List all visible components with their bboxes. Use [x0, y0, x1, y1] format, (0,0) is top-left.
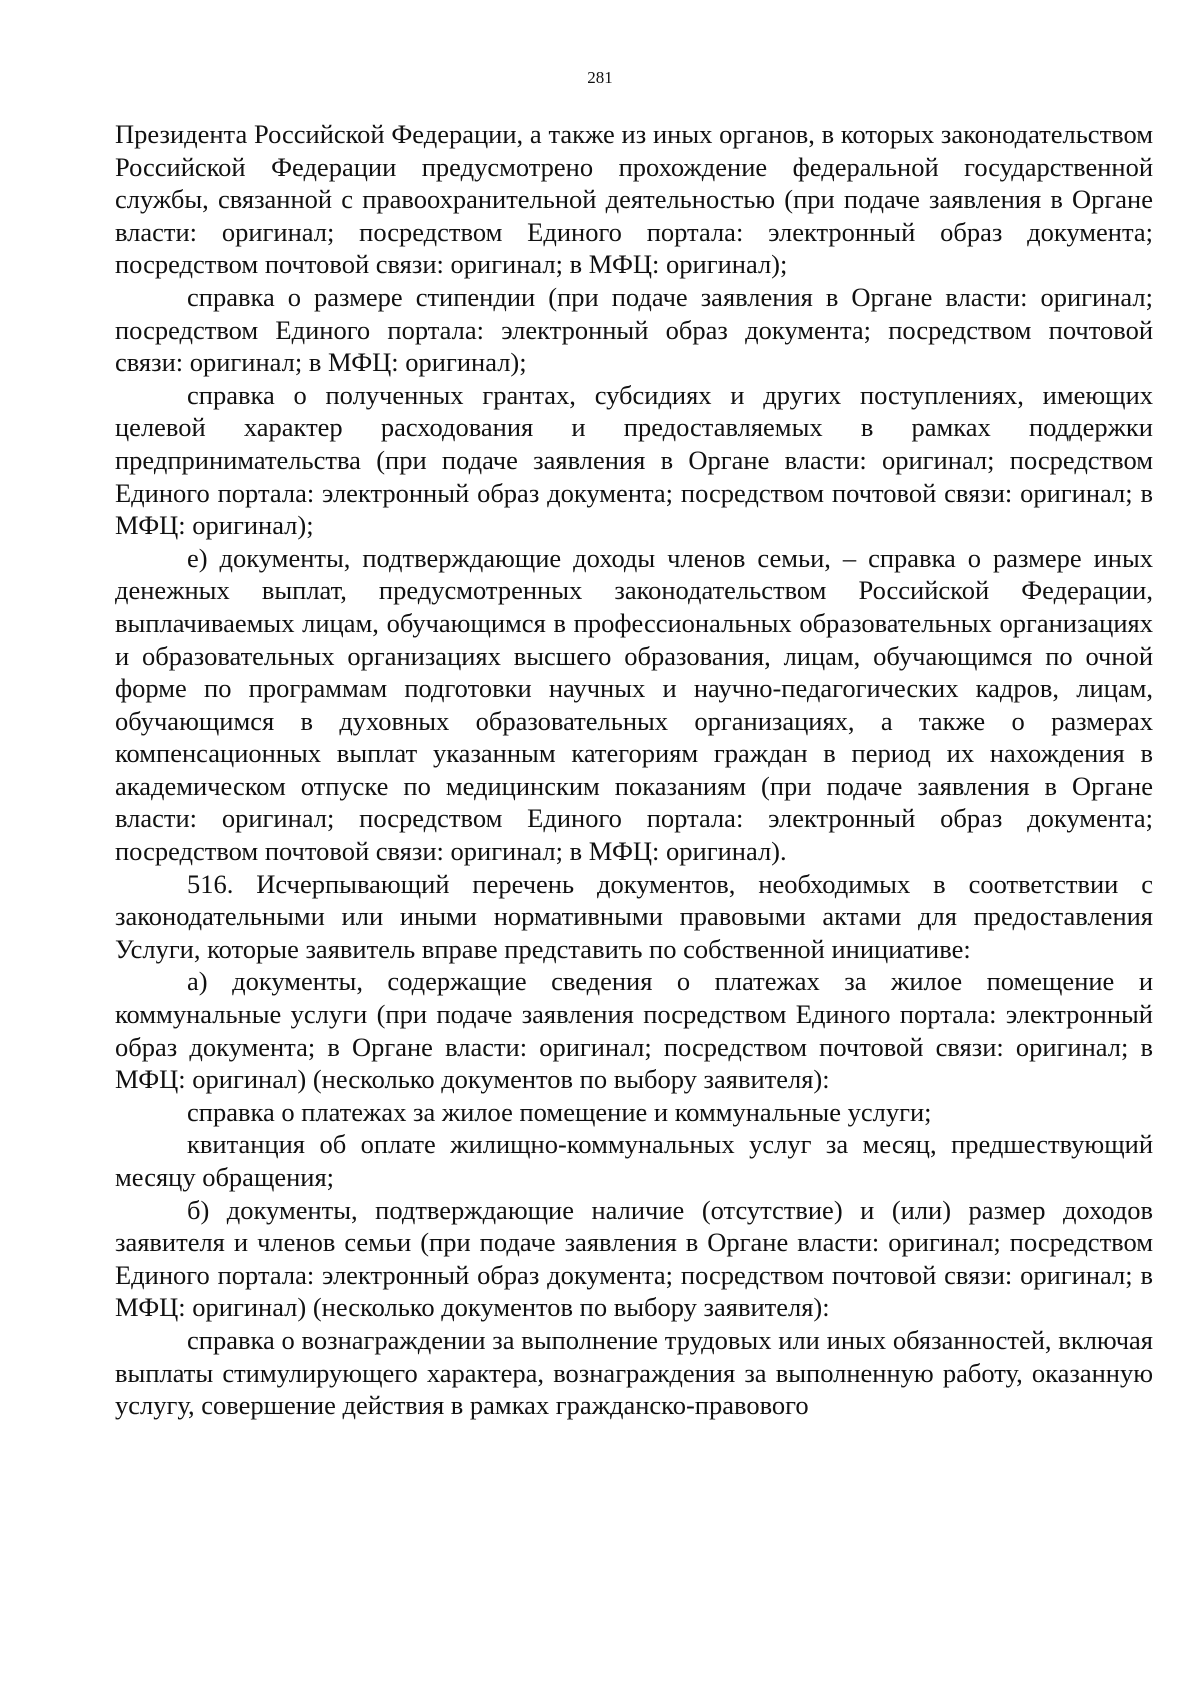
paragraph-stipend-certificate: справка о размере стипендии (при подаче заявления в Органе власти: оригинал; посредством Единого портала: электронный образ документа; посредством почтовой связи: оригинал; в МФЦ: оригинал);: [115, 281, 1153, 378]
paragraph-utility-receipt: квитанция об оплате жилищно-коммунальных услуг за месяц, предшествующий месяцу обращения;: [115, 1129, 1153, 1192]
paragraph-remuneration-certificate: справка о вознаграждении за выполнение трудовых или иных обязанностей, включая выплаты стимулирующего характера, вознаграждения за выполненную работу, оказанную услугу, совершение действия в рамках гражданско-правового: [115, 1324, 1153, 1421]
paragraph-item-e-family-income: е) документы, подтверждающие доходы членов семьи, – справка о размере иных денежных выплат, предусмотренных законодательством Российской Федерации, выплачиваемых лицам, обучающимся в профессиональных образовательных организациях и образовательных организациях высшего образования, лицам, обучающимся по очной форме по программам подготовки научных и научно-педагогических кадров, лицам, обучающимся в духовных образовательных организациях, а также о размерах компенсационных выплат указанным категориям граждан в период их нахождения в академическом отпуске по медицинским показаниям (при подаче заявления в Органе власти: оригинал; посредством Единого портала: электронный образ документа; посредством почтовой связи: оригинал; в МФЦ: оригинал).: [115, 542, 1153, 867]
paragraph-item-a-housing-payments: а) документы, содержащие сведения о платежах за жилое помещение и коммунальные услуги (при подаче заявления посредством Единого портала: электронный образ документа; в Органе власти: оригинал; посредством почтовой связи: оригинал; в МФЦ: оригинал) (несколько документов по выбору заявителя):: [115, 966, 1153, 1095]
paragraph-clause-516: 516. Исчерпывающий перечень документов, необходимых в соответствии с законодательными или иными нормативными правовыми актами для предоставления Услуги, которые заявитель вправе представить по собственной инициативе:: [115, 868, 1153, 964]
page-number: 281: [587, 68, 613, 87]
paragraph-item-b-income-documents: б) документы, подтверждающие наличие (отсутствие) и (или) размер доходов заявителя и членов семьи (при подаче заявления в Органе власти: оригинал; посредством Единого портала: электронный образ документа; посредством почтовой связи: оригинал; в МФЦ: оригинал) (несколько документов по выбору заявителя):: [115, 1194, 1153, 1323]
paragraph-president-organs: Президента Российской Федерации, а также из иных органов, в которых законодательством Российской Федерации предусмотрено прохождение федеральной государственной службы, связанной с правоохранительной деятельностью (при подаче заявления в Органе власти: оригинал; посредством Единого портала: электронный образ документа; посредством почтовой связи: оригинал; в МФЦ: оригинал);: [115, 119, 1153, 280]
document-body: [115, 118, 1153, 1422]
paragraph-grants-certificate: справка о полученных грантах, субсидиях и других поступлениях, имеющих целевой характер расходования и предоставляемых в рамках поддержки предпринимательства (при подаче заявления в Органе власти: оригинал; посредством Единого портала: электронный образ документа; посредством почтовой связи: оригинал; в МФЦ: оригинал);: [115, 379, 1153, 541]
paragraph-housing-payments-certificate: справка о платежах за жилое помещение и коммунальные услуги;: [187, 1096, 932, 1127]
